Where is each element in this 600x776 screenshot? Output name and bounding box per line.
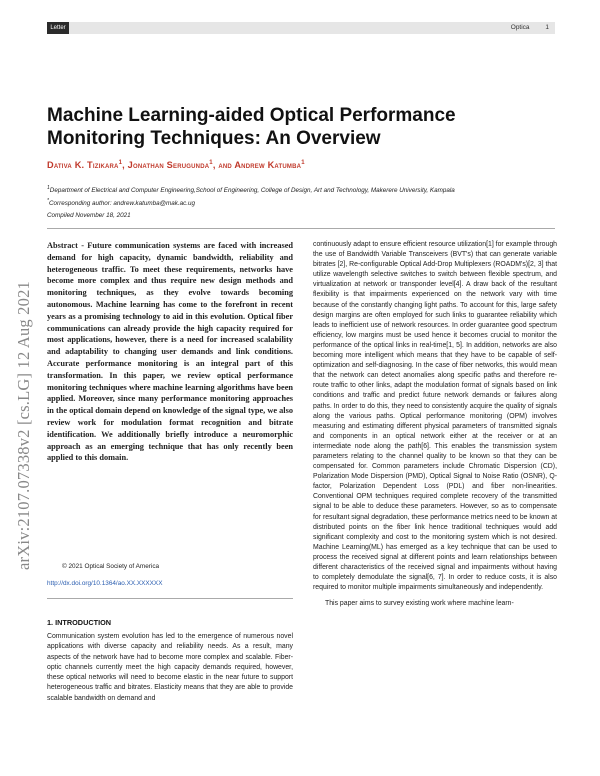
paper-title: Machine Learning-aided Optical Performance Monitoring Techniques: An Overview [47,105,456,149]
arxiv-identifier: arXiv:2107.07338v2 [cs.LG] 12 Aug 2021 [14,281,33,570]
right-column [313,240,557,609]
copyright-notice: © 2021 Optical Society of America [62,563,160,570]
corresponding-author-line: *Corresponding author: andrew.katumba@mak.ac.ug [47,198,196,208]
divider [47,228,555,229]
journal-name: Optica [510,24,530,31]
page-number: 1 [545,24,549,31]
intro-paragraph: Communication system evolution has led to the emergence of numerous novel applications with diverse capacity and reliability needs. As a result, many aspects of the network have had to become more complex and scalable. Fiber-optic channels currently meet the high capacity demands required, however, these optical networks will need to become elastic in the near future to support heterogeneous traffic and bitrates. Elasticity means that they are able to provide scalable bandwidth on demand and [47,633,293,702]
section-heading: 1. INTRODUCTION [47,618,112,627]
author-name: and Andrew Katumba [218,160,302,171]
body-paragraph: continuously adapt to ensure efficient resource utilization[1] for example through the use of Bandwidth Variable Transceivers (BVT's) that can generate variable bitrates [2], Re-configurable Optical Add-Drop Multiplexers (ROADM's)[2, 3] that utilize wavelength selective switches to switch between flexible spectrum, and virtualization at network or transponder level[4]. A draw back of the resultant flexibility is that impairments experienced on the network vary with time because of the constantly changing light paths. To account for this, large safety design margins are often employed for such links to guarantee reliability which leads to inefficient use of network resources. In order guarantee good spectrum efficiency, low margins must be used hence it becomes crucial to monitor the performance of the optical links in real-time[1, 5]. In addition, networks are also becoming more intelligent which means that they have to be capable of self-optimization and self-diagnosing. In the case of fiber networks, this would mean that the network can detect anomalies along specific paths and therefore re-route traffic to other links, adapt the modulation format of signals based on link conditions and traffic and predict future network demands or failures along paths. In order to do this, they need to consistently acquire the quality of signals along the various paths. Optical performance monitoring (OPM) involves measuring and estimating different physical parameters of transmitted signals and components in an optical network either at the receiver or at an intermediate node along the path[6]. This enables the transmission system parameters relating to the channel quality to be known so that they can be compensated for. Common parameters include Chromatic Dispersion (CD), Polarization Mode Dispersion (PMD), Optical Signal to Noise Ratio (OSNR), Q-factor, Polarization Dependent Loss (PDL) and fiber non-linearities. Conventional OPM techniques required complete recovery of the transmitted signal to be able to deduce these parameters. However, so as to compensate for resultant signal degradation, these performance metrics need to be known at distributed points on the fiber link hence traditional techniques would add significant complexity and cost to the monitoring system which is not desired. Machine Learning(ML) has emerged as a key technique that can be used to process the received signal at different points and learn relationships between different characteristics of the received signal and impairments without having to completely demodulate the signal[6, 7]. In order to reduce costs, it is also required to monitor multiple impairments simultaneously and independently. [313,241,557,592]
doi-link[interactable]: http://dx.doi.org/10.1364/ao.XX.XXXXXX [47,580,163,587]
divider [47,598,293,599]
author-name: Dativa K. Tizikara [47,160,119,171]
header-right [497,22,549,34]
compiled-date: Compiled November 18, 2021 [47,212,131,219]
author-affil-marker: 1 [209,160,213,166]
abstract: Abstract - Future communication systems are faced with increased demand for high capacity, dynamic bandwidth, reliability and heterogeneous traffic. To meet these requirements, networks have become more complex and thus require new design methods and monitoring techniques, as they evolve towards becoming autonomous. Machine learning has come to the forefront in recent years as a promising technology to aid in this evolution. Optical fiber communications can already provide the high capacity required for most applications, however, there is a need for increased scalability and adaptability to changing user demands and link conditions. Accurate performance monitoring is an integral part of this transformation. In this paper, we review optical performance monitoring techniques where machine learning algorithms have been applied. Moreover, since many performance monitoring approaches in the optical domain depend on knowledge of the signal type, we also review work for modulation format recognition and bitrate identification. We additionally briefly introduce a neuromorphic approach as an emerging technique that has only recently been applied to this domain. [47,241,293,463]
author-name: Jonathan Serugunda [127,160,210,171]
author-list: Dativa K. Tizikara$^1$, Jonathan Serugunda$^1$, and Andrew Katumba$^1$ [47,160,305,171]
author-affil-marker: 1 [301,160,305,166]
affiliations [47,183,567,209]
body-paragraph: This paper aims to survey existing work where machine learn- [325,600,514,608]
author-affil-marker: 1 [118,160,123,166]
header-type-label: Letter [47,22,69,34]
page-header [47,22,555,34]
affiliation-line: $^1$Department of Electrical and Computer Engineering,School of Engineering, College of Design, Art and Technology, Makerere University, Kampala [47,185,455,195]
